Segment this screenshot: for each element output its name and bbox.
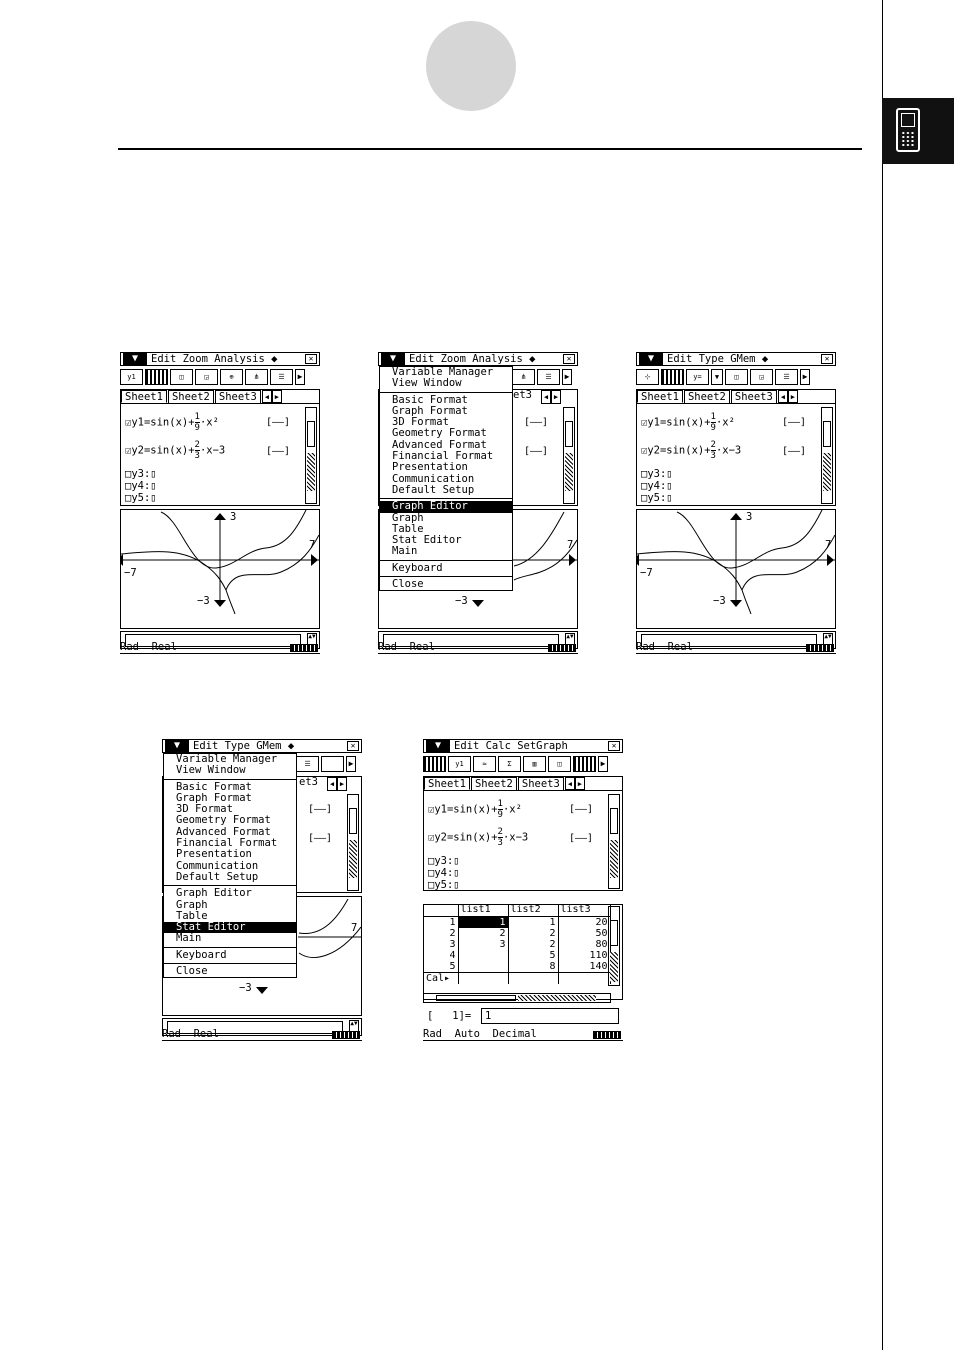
equation-y2[interactable]: ☑y2=sin(x)+ $\frac{2}{3}$ ·x−3 [125,440,226,461]
menu-item-graph-editor[interactable]: Graph Editor [380,501,512,512]
menu-item-keyboard[interactable]: Keyboard [176,948,227,961]
stat-list-table [423,904,623,1000]
sheet-tabs [121,390,319,404]
toolbar-next-icon[interactable]: ▶ [346,756,356,772]
menu-item-close[interactable]: Close [392,578,424,591]
close-icon[interactable]: ✕ [821,354,833,364]
menu-item-geometry-format[interactable]: Geometry Format [176,814,271,827]
tab-sheet1[interactable]: Sheet1 [637,390,683,403]
table-cell[interactable]: 20 [558,916,610,928]
table-vertical-scrollbar[interactable] [608,906,620,986]
vertical-scrollbar[interactable] [608,794,620,889]
vertical-scrollbar[interactable] [347,794,359,891]
tab-sheet1[interactable]: Sheet1 [424,777,470,790]
table-row [424,950,610,961]
calculator-icon [896,108,920,152]
axis-ymin-label: −3 [239,982,252,994]
tab-prev-icon[interactable]: ◀ [565,777,575,790]
close-icon[interactable]: ✕ [305,354,317,364]
menu-divider [164,947,296,948]
graph-plot [637,510,835,628]
screenshot-menu-open-1 [378,352,578,657]
line-style-bracket[interactable]: [——] [524,446,549,457]
menu-item-3d-format[interactable]: 3D Format [392,416,449,429]
main-menu-dropdown [163,753,297,978]
table-icon[interactable] [661,369,684,385]
column-header-list2[interactable]: list2 [508,905,558,916]
draw-icon[interactable]: ◲ [195,369,218,385]
menu-item-basic-format[interactable]: Basic Format [392,393,468,406]
menu-bar [423,739,623,753]
chapter-tab [882,98,954,164]
screenshot-menu-open-2 [162,739,362,1044]
calc-row-label[interactable]: Cal▸ [424,972,458,984]
table-row [424,916,610,928]
table-cell[interactable] [458,950,508,961]
graph-style-icon[interactable]: ⊹ [636,369,659,385]
menu-chevron-icon[interactable]: ▼ [123,353,147,365]
menu-item-graph[interactable]: Graph [176,898,208,911]
graph-icon[interactable]: ◫ [725,369,748,385]
table-icon[interactable] [573,756,596,772]
cell-entry-line [423,1007,623,1025]
vertical-scrollbar[interactable] [305,407,317,504]
header-rule [118,148,862,150]
menu-item-default-setup[interactable]: Default Setup [176,870,259,883]
axis-ymax-label: 3 [230,511,237,523]
tab-sheet3[interactable]: Sheet3 [731,390,777,403]
table-row [424,961,610,973]
menu-item-default-setup[interactable]: Default Setup [392,483,475,496]
tab-sheet1[interactable]: Sheet1 [121,390,167,403]
axis-xmax-label: 7 [351,922,358,934]
battery-icon [806,644,834,652]
toolbar [296,756,362,772]
equation-y4[interactable]: □y4:▯ [641,480,673,492]
dropdown-arrow-icon[interactable]: ▼ [711,369,723,385]
menu-item-advanced-format[interactable]: Advanced Format [392,438,487,451]
menu-titles[interactable]: Edit Calc SetGraph [454,739,568,752]
menu-item-keyboard[interactable]: Keyboard [392,561,443,574]
menu-item-basic-format[interactable]: Basic Format [176,780,252,793]
menu-chevron-icon[interactable]: ▼ [639,353,663,365]
equation-y4[interactable]: □y4:▯ [428,867,460,879]
toolbar [512,369,578,385]
axis-xmax-label: 7 [567,539,574,551]
cell-address-label: [ 1]= [427,1010,472,1022]
row-index: 3 [424,939,458,950]
menu-item-graph[interactable]: Graph [392,511,424,524]
line-style-bracket[interactable]: [——] [569,804,594,815]
zoom-icon[interactable]: ⊕ [220,369,243,385]
close-icon[interactable]: ✕ [347,741,359,751]
graph-window[interactable] [636,509,836,629]
table-icon[interactable] [145,369,168,385]
tab-sheet3[interactable]: et3 [513,389,532,401]
menu-chevron-icon[interactable]: ▼ [381,353,405,365]
toolbar-next-icon[interactable]: ▶ [295,369,305,385]
equation-y3[interactable]: □y3:▯ [125,468,157,480]
scroll-updown-icon[interactable]: ▲▼ [349,1020,359,1035]
menu-item-main[interactable]: Main [176,932,202,945]
setup-icon[interactable]: ☰ [537,369,560,385]
menu-bar [162,739,362,753]
battery-icon [548,644,576,652]
menu-item-main[interactable]: Main [392,545,418,558]
menu-item-table[interactable]: Table [392,522,424,535]
tab-sheet2[interactable]: Sheet2 [471,777,517,790]
menu-divider [380,498,512,499]
status-bar: Rad Real [162,1029,362,1041]
line-style-bracket[interactable]: [——] [308,833,333,844]
tab-sheet2[interactable]: Sheet2 [168,390,214,403]
status-bar: Rad Real [378,642,578,654]
axis-ymax-label: 3 [746,511,753,523]
table-row [424,972,610,984]
graph-editor-window [120,389,320,506]
trace-icon[interactable]: ⋔ [512,369,535,385]
side-rule [882,0,883,1350]
column-header-list3[interactable]: list3 [558,905,610,916]
tab-sheet3[interactable]: Sheet3 [518,777,564,790]
blank-toolbar-button[interactable] [321,756,344,772]
table-cell[interactable]: 110 [558,950,610,961]
status-bar: Rad Real [120,642,320,654]
equation-y5[interactable]: □y5:▯ [641,492,673,504]
graph-icon[interactable]: ≈ [473,756,496,772]
menu-divider [164,779,296,780]
line-style-bracket[interactable]: [——] [266,446,291,457]
page-number-circle [426,21,516,111]
tab-next-icon[interactable]: ▶ [575,777,585,790]
list-icon[interactable]: ▥ [523,756,546,772]
table-cell[interactable]: 80 [558,939,610,950]
menu-item-financial-format[interactable]: Financial Format [392,450,494,463]
axis-xmin-label: −7 [124,567,137,579]
menu-item-graph-format[interactable]: Graph Format [392,404,468,417]
table-cell[interactable]: 50 [558,928,610,939]
line-style-bracket[interactable]: [——] [308,804,333,815]
stat-calc-icon[interactable]: Σ [498,756,521,772]
equation-y1[interactable]: ☑y1=sin(x)+ $\frac{1}{9}$ ·x² [641,412,735,433]
menu-divider [164,963,296,964]
battery-icon [332,1031,360,1039]
toolbar-button[interactable]: y1 [120,369,143,385]
axis-xmax-label: 7 [309,539,316,551]
graph-window[interactable] [120,509,320,629]
battery-icon [593,1031,621,1039]
tab-prev-icon[interactable]: ◀ [541,390,551,404]
menu-item-view-window[interactable]: View Window [176,764,246,777]
menu-divider [164,885,296,886]
table-cell[interactable]: 2 [508,928,558,939]
menu-item-financial-format[interactable]: Financial Format [176,837,278,850]
tab-prev-icon[interactable]: ◀ [778,390,788,403]
vertical-scrollbar[interactable] [821,407,833,504]
row-index: 2 [424,928,458,939]
graph-plot [121,510,319,628]
setup-icon[interactable]: ☰ [270,369,293,385]
menu-item-communication[interactable]: Communication [392,472,475,485]
sheet-tabs [637,390,835,404]
toolbar [120,369,320,385]
menu-titles[interactable]: Edit Zoom Analysis ◆ [409,352,536,365]
draw-icon[interactable]: ◫ [548,756,571,772]
vertical-scrollbar[interactable] [563,407,575,504]
equation-y5[interactable]: □y5:▯ [125,492,157,504]
table-cell[interactable]: 3 [458,939,508,950]
stat-graph-icon[interactable] [423,756,446,772]
toolbar-button[interactable]: y1 [448,756,471,772]
line-style-bracket[interactable]: [——] [782,417,807,428]
menu-titles[interactable]: Edit Zoom Analysis ◆ [151,352,278,365]
tab-next-icon[interactable]: ▶ [788,390,798,403]
table-cell[interactable]: 2 [508,939,558,950]
menu-divider [380,576,512,577]
column-header-list1[interactable]: list1 [458,905,508,916]
menu-item-graph-editor[interactable]: Graph Editor [176,887,252,900]
menu-item-variable-manager[interactable]: Variable Manager [392,366,494,378]
horizontal-scrollbar[interactable] [423,993,611,1003]
toolbar [636,369,836,385]
line-style-bracket[interactable]: [——] [524,417,549,428]
equation-y2[interactable]: ☑y2=sin(x)+ $\frac{2}{3}$ ·x−3 [641,440,742,461]
axis-ymin-label: −3 [713,595,726,607]
menu-item-3d-format[interactable]: 3D Format [176,803,233,816]
line-style-bracket[interactable]: [——] [266,417,291,428]
main-menu-dropdown [379,366,513,591]
setup-icon[interactable]: ☰ [296,756,319,772]
setup-icon[interactable]: ☰ [775,369,798,385]
toolbar-next-icon[interactable]: ▶ [800,369,810,385]
status-bar: Rad Auto Decimal [423,1029,623,1041]
table-row [424,928,610,939]
table-cell[interactable]: 2 [458,928,508,939]
tab-next-icon[interactable]: ▶ [551,390,561,404]
menu-bar [636,352,836,366]
menu-item-graph-format[interactable]: Graph Format [176,791,252,804]
status-bar: Rad Real [636,642,836,654]
close-icon[interactable]: ✕ [563,354,575,364]
tab-next-icon[interactable]: ▶ [272,390,282,403]
tab-sheet3[interactable]: Sheet3 [215,390,261,403]
sheet-tabs [424,777,622,791]
equation-y5[interactable]: □y5:▯ [428,879,460,891]
table-cell[interactable]: 5 [508,950,558,961]
row-index-header [424,905,458,916]
table-cell[interactable]: 8 [508,961,558,973]
equation-y4[interactable]: □y4:▯ [125,480,157,492]
graph-editor-window [423,776,623,891]
menu-bar [378,352,578,366]
menu-item-table[interactable]: Table [176,909,208,922]
row-index: 5 [424,961,458,973]
tab-prev-icon[interactable]: ◀ [262,390,272,403]
table-cell[interactable]: 1 [458,916,508,928]
tab-sheet2[interactable]: Sheet2 [684,390,730,403]
line-style-bracket[interactable]: [——] [569,833,594,844]
scroll-updown-icon[interactable]: ▲▼ [565,633,575,648]
graph-editor-window [636,389,836,506]
table-row [424,939,610,950]
row-index: 4 [424,950,458,961]
toolbar-next-icon[interactable]: ▶ [598,756,608,772]
trace-icon[interactable]: ⋔ [245,369,268,385]
menu-divider [380,392,512,393]
equation-y1[interactable]: ☑y1=sin(x)+ $\frac{1}{9}$ ·x² [428,799,522,820]
menu-titles[interactable]: Edit Type GMem ◆ [193,739,295,752]
menu-bar [120,352,320,366]
menu-item-stat-editor[interactable]: Stat Editor [164,922,296,933]
menu-titles[interactable]: Edit Type GMem ◆ [667,352,769,365]
menu-item-communication[interactable]: Communication [176,859,259,872]
tab-sheet3[interactable]: et3 [299,776,318,788]
menu-chevron-icon[interactable]: ▼ [426,740,450,752]
cell-value-input[interactable]: 1 [481,1008,619,1024]
menu-item-advanced-format[interactable]: Advanced Format [176,825,271,838]
menu-item-presentation[interactable]: Presentation [176,848,252,861]
table-cell[interactable]: 1 [508,916,558,928]
table-cell[interactable] [458,961,508,973]
menu-item-close[interactable]: Close [176,965,208,978]
menu-item-variable-manager[interactable]: Variable Manager [176,753,278,765]
menu-chevron-icon[interactable]: ▼ [165,740,189,752]
screenshot-graph-editor-1 [120,352,320,657]
menu-item-geometry-format[interactable]: Geometry Format [392,427,487,440]
equation-y3[interactable]: □y3:▯ [641,468,673,480]
menu-item-stat-editor[interactable]: Stat Editor [392,534,462,547]
menu-item-view-window[interactable]: View Window [392,377,462,390]
screenshot-stat-editor [423,739,623,1044]
scroll-updown-icon[interactable]: ▲▼ [307,633,317,648]
draw-icon[interactable]: ◲ [750,369,773,385]
equation-y1[interactable]: ☑y1=sin(x)+ $\frac{1}{9}$ ·x² [125,412,219,433]
toolbar [423,756,623,772]
toolbar-next-icon[interactable]: ▶ [562,369,572,385]
axis-ymin-label: −3 [455,595,468,607]
menu-item-presentation[interactable]: Presentation [392,461,468,474]
equation-y3[interactable]: □y3:▯ [428,855,460,867]
tab-prev-icon[interactable]: ◀ [327,777,337,791]
equation-y2[interactable]: ☑y2=sin(x)+ $\frac{2}{3}$ ·x−3 [428,827,529,848]
menu-divider [380,560,512,561]
tab-next-icon[interactable]: ▶ [337,777,347,791]
table-cell[interactable]: 140 [558,961,610,973]
axis-xmin-label: −7 [640,567,653,579]
axis-xmax-label: 7 [825,539,832,551]
line-style-bracket[interactable]: [——] [782,446,807,457]
close-icon[interactable]: ✕ [608,741,620,751]
row-index: 1 [424,916,458,928]
screenshot-graph-editor-2 [636,352,836,657]
equation-type-button[interactable]: y= [686,369,709,385]
battery-icon [290,644,318,652]
graph-icon[interactable]: ◫ [170,369,193,385]
scroll-updown-icon[interactable]: ▲▼ [823,633,833,648]
axis-ymin-label: −3 [197,595,210,607]
